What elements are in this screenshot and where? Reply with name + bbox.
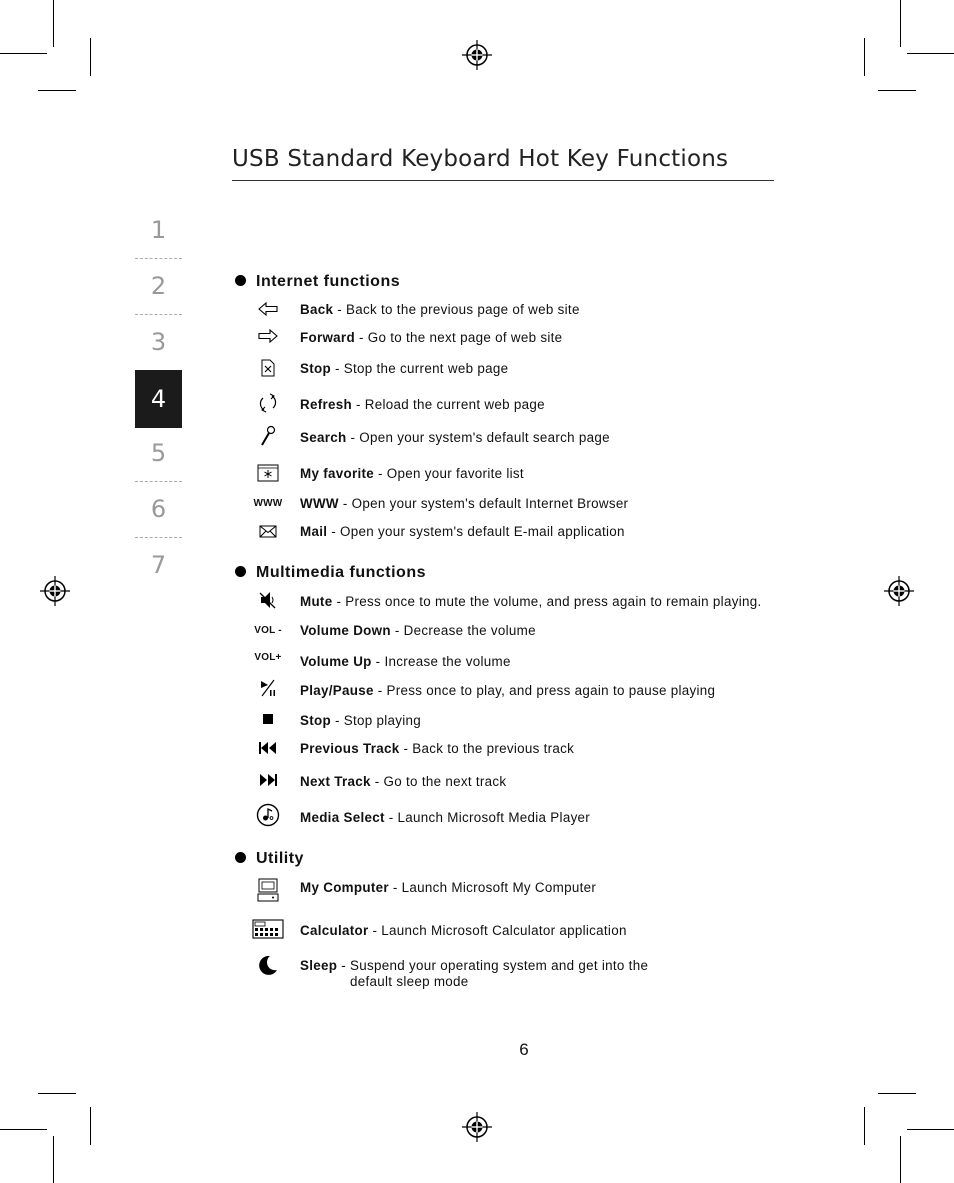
hotkey-name: Volume Up <box>300 654 372 669</box>
hotkey-item-volume-up <box>300 654 511 670</box>
hotkey-item-next-track <box>300 774 506 790</box>
hotkey-name: WWW <box>300 496 339 511</box>
hotkey-name: Play/Pause <box>300 683 374 698</box>
favorite-folder-icon <box>252 462 284 484</box>
back-arrow-icon <box>252 298 284 320</box>
chapter-tab-5[interactable]: 5 <box>150 439 167 467</box>
hotkey-item-previous-track <box>300 741 574 757</box>
hotkey-desc: - Open your favorite list <box>374 466 524 481</box>
vol-up-icon: VOL+ <box>254 651 282 663</box>
chapter-tab-4-active[interactable]: 4 <box>135 370 182 428</box>
hotkey-desc: - Launch Microsoft My Computer <box>388 880 597 895</box>
hotkey-name: Next Track <box>300 774 371 789</box>
hotkey-item-my-computer <box>300 880 596 896</box>
crop-mark <box>38 90 76 91</box>
section-heading-text: Internet functions <box>256 273 401 290</box>
hotkey-desc: - Stop the current web page <box>330 361 509 376</box>
crop-mark <box>878 1093 916 1094</box>
chapter-divider <box>135 258 182 259</box>
crop-mark <box>878 90 916 91</box>
refresh-icon <box>252 392 284 414</box>
search-icon <box>252 425 284 447</box>
hotkey-name: Stop <box>300 713 331 728</box>
hotkey-desc: - Open your system's default Internet Browser <box>338 496 629 511</box>
next-track-icon <box>252 769 284 791</box>
hotkey-name: Refresh <box>300 397 352 412</box>
crop-mark <box>0 1129 47 1130</box>
hotkey-item-stop-web <box>300 361 508 377</box>
section-heading-text: Multimedia functions <box>256 564 426 581</box>
hotkey-desc: - Increase the volume <box>371 654 511 669</box>
www-icon: WWW <box>253 497 283 509</box>
hotkey-name: Mute <box>300 594 333 609</box>
hotkey-desc: - Go to the next track <box>370 774 507 789</box>
stop-square-icon <box>252 708 284 730</box>
hotkey-item-sleep <box>300 958 648 990</box>
hotkey-name: Back <box>300 302 334 317</box>
hotkey-item-play-pause <box>300 683 715 699</box>
title-underline <box>232 180 774 181</box>
crop-mark <box>900 1136 901 1183</box>
registration-mark-icon <box>462 1112 492 1142</box>
hotkey-item-www <box>300 496 628 512</box>
sleep-moon-icon <box>252 953 284 977</box>
crop-mark <box>864 1107 865 1145</box>
previous-track-icon <box>252 737 284 759</box>
chapter-tab-1[interactable]: 1 <box>150 216 167 244</box>
hotkey-desc: - Open your system's default E-mail application <box>327 524 625 539</box>
page-title: USB Standard Keyboard Hot Key Functions <box>232 146 729 172</box>
my-computer-icon <box>252 877 284 903</box>
hotkey-item-forward <box>300 330 562 346</box>
crop-mark <box>864 38 865 76</box>
hotkey-name: My Computer <box>300 880 389 895</box>
crop-mark <box>90 1107 91 1145</box>
section-heading-multimedia <box>235 564 426 582</box>
forward-arrow-icon <box>252 325 284 347</box>
hotkey-desc: - Back to the previous page of web site <box>333 302 580 317</box>
hotkey-name: Calculator <box>300 923 369 938</box>
crop-mark <box>907 53 954 54</box>
hotkey-item-refresh <box>300 397 545 413</box>
hotkey-item-stop-playing <box>300 713 421 729</box>
section-heading-utility <box>235 850 304 868</box>
hotkey-item-media-select <box>300 810 590 826</box>
chapter-tab-2[interactable]: 2 <box>150 272 167 300</box>
section-heading-text: Utility <box>256 850 304 867</box>
mail-envelope-icon <box>252 520 284 542</box>
hotkey-desc: - Reload the current web page <box>351 397 545 412</box>
hotkey-name: My favorite <box>300 466 374 481</box>
play-pause-icon <box>252 677 284 699</box>
hotkey-desc: - Suspend your operating system and get into the <box>337 958 649 973</box>
hotkey-name: Forward <box>300 330 355 345</box>
hotkey-desc: - Launch Microsoft Calculator application <box>368 923 627 938</box>
calculator-icon <box>252 918 284 940</box>
page-number: 6 <box>519 1040 529 1059</box>
bullet-dot <box>235 275 246 286</box>
hotkey-name: Mail <box>300 524 328 539</box>
hotkey-desc: - Press once to play, and press again to pause playing <box>373 683 716 698</box>
hotkey-name: Media Select <box>300 810 385 825</box>
chapter-divider <box>135 537 182 538</box>
crop-mark <box>900 0 901 47</box>
mute-speaker-icon <box>252 589 284 611</box>
hotkey-desc: - Stop playing <box>330 713 422 728</box>
chapter-divider <box>135 481 182 482</box>
hotkey-name: Stop <box>300 361 331 376</box>
hotkey-item-volume-down <box>300 623 536 639</box>
hotkey-item-mute <box>300 594 761 610</box>
hotkey-name: Search <box>300 430 347 445</box>
section-heading-internet <box>235 273 400 291</box>
crop-mark <box>0 53 47 54</box>
crop-mark <box>907 1129 954 1130</box>
hotkey-name: Sleep <box>300 958 338 973</box>
hotkey-desc: - Go to the next page of web site <box>354 330 563 345</box>
hotkey-desc: - Open your system's default search page <box>346 430 610 445</box>
hotkey-item-calculator <box>300 923 627 939</box>
chapter-tab-6[interactable]: 6 <box>150 495 167 523</box>
registration-mark-icon <box>884 576 914 606</box>
bullet-dot <box>235 566 246 577</box>
hotkey-desc: - Decrease the volume <box>390 623 536 638</box>
crop-mark <box>90 38 91 76</box>
stop-page-icon <box>252 357 284 379</box>
chapter-tab-3[interactable]: 3 <box>150 328 167 356</box>
media-select-icon <box>252 804 284 826</box>
crop-mark <box>38 1093 76 1094</box>
registration-mark-icon <box>462 40 492 70</box>
hotkey-item-search <box>300 430 610 446</box>
crop-mark <box>53 0 54 47</box>
chapter-tab-7[interactable]: 7 <box>150 551 167 579</box>
hotkey-name: Volume Down <box>300 623 391 638</box>
hotkey-item-mail <box>300 524 625 540</box>
hotkey-item-my-favorite <box>300 466 524 482</box>
vol-down-icon: VOL - <box>254 624 282 636</box>
hotkey-desc-continued: default sleep mode <box>350 974 469 989</box>
hotkey-desc: - Launch Microsoft Media Player <box>384 810 591 825</box>
chapter-divider <box>135 314 182 315</box>
hotkey-desc: - Press once to mute the volume, and press again to remain playing. <box>332 594 762 609</box>
bullet-dot <box>235 852 246 863</box>
hotkey-item-back <box>300 302 580 318</box>
crop-mark <box>53 1136 54 1183</box>
registration-mark-icon <box>40 576 70 606</box>
hotkey-desc: - Back to the previous track <box>399 741 575 756</box>
hotkey-name: Previous Track <box>300 741 400 756</box>
